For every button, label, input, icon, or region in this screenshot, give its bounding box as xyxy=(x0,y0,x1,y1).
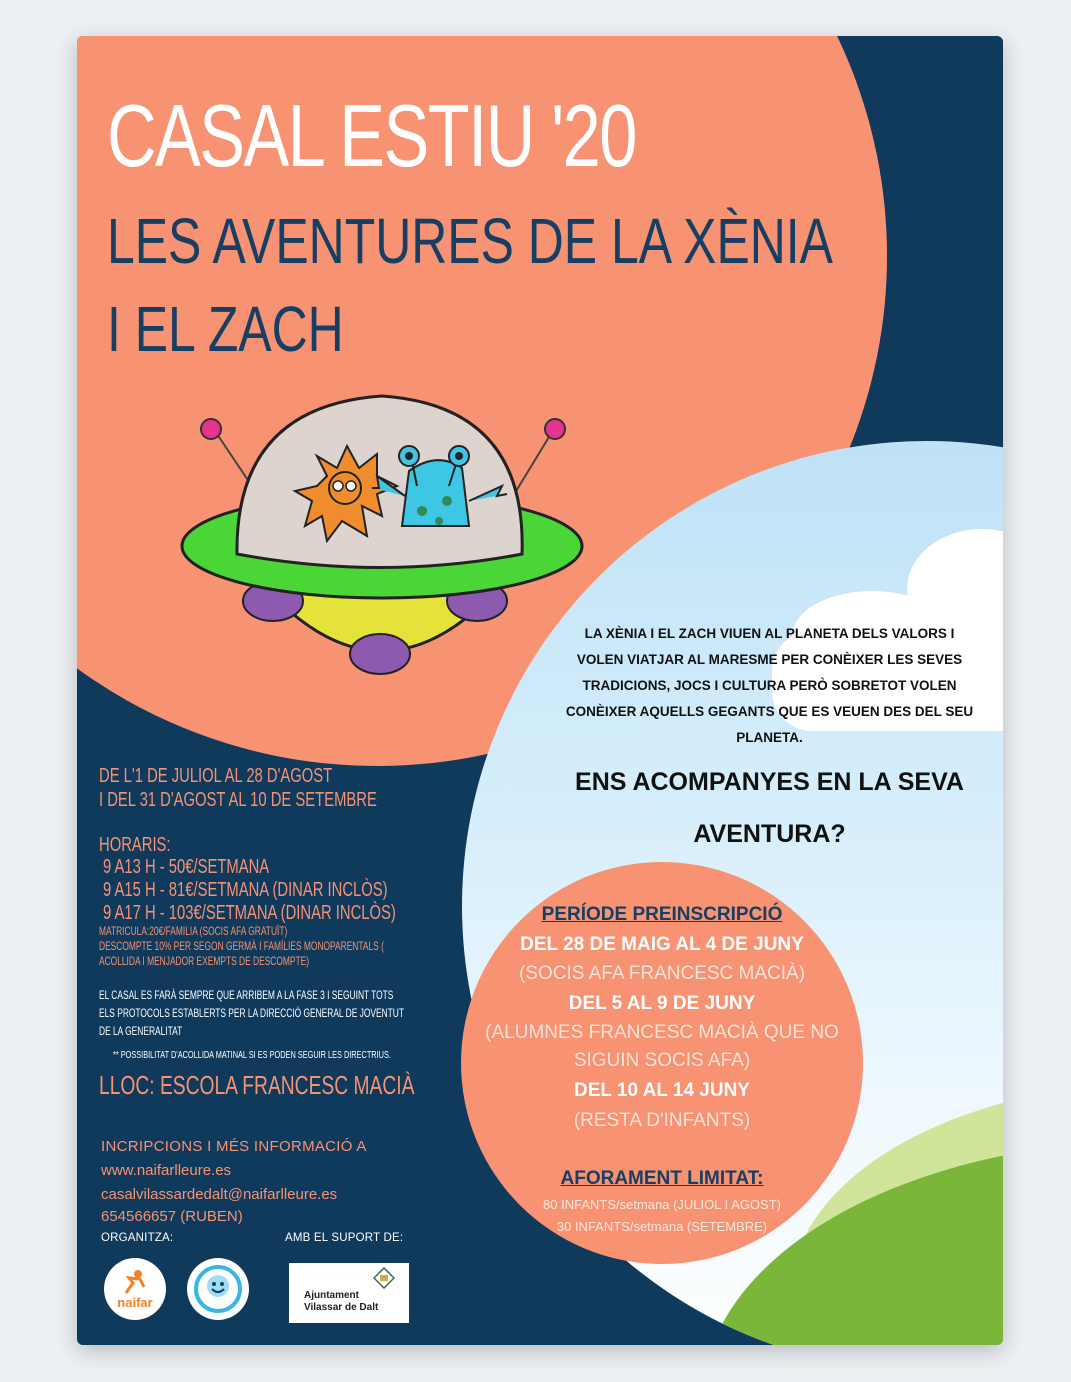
period2-dates: DEL 5 AL 9 DE JUNY xyxy=(568,993,756,1014)
question-line: ENS ACOMPANYES EN LA SEVA xyxy=(575,768,964,796)
conditions-block xyxy=(99,986,404,1040)
story-text xyxy=(547,621,992,751)
notes-block xyxy=(99,924,384,969)
period1-detail: (SOCIS AFA FRANCESC MACIÀ) xyxy=(518,963,806,984)
horari-row: 9 A13 H - 50€/SETMANA xyxy=(103,856,270,878)
note-line: ACOLLIDA I MENJADOR EXEMPTS DE DESCOMPTE) xyxy=(99,954,310,968)
note-line: MATRICULA:20€/FAMILIA (SOCIS AFA GRATUÏT) xyxy=(99,924,288,938)
poster-subtitle-line1: LES AVENTURES DE LA XÈNIA xyxy=(107,205,833,277)
story-line: LA XÈNIA I EL ZACH VIUEN AL PLANETA DELS VALORS I xyxy=(584,626,955,641)
story-line: PLANETA. xyxy=(736,730,803,745)
period2-detail: SIGUIN SOCIS AFA) xyxy=(573,1050,751,1071)
runner-icon xyxy=(120,1269,150,1295)
phone-text: 654566657 (RUBEN) xyxy=(101,1208,243,1225)
condition-line: EL CASAL ES FARÀ SEMPRE QUE ARRIBEM A LA FASE 3 I SEGUINT TOTS xyxy=(99,988,394,1002)
coat-of-arms-icon xyxy=(373,1267,395,1289)
poster-title: CASAL ESTIU '20 xyxy=(107,86,636,185)
website-link[interactable]: www.naifarlleure.es xyxy=(101,1162,232,1179)
aforament-title: AFORAMENT LIMITAT: xyxy=(560,1168,764,1189)
horari-row: 9 A17 H - 103€/SETMANA (DINAR INCLÒS) xyxy=(103,902,396,924)
story-line: TRADICIONS, JOCS I CULTURA PERÒ SOBRETOT VOLEN xyxy=(582,678,957,693)
date-line: I DEL 31 D'AGOST AL 10 DE SETEMBRE xyxy=(99,789,377,811)
story-line: CONÈIXER AQUELLS GEGANTS QUE ES VEUEN DES DEL SEU xyxy=(565,704,974,719)
story-line: VOLEN VIATJAR AL MARESME PER CONÈIXER LES SEVES xyxy=(576,652,963,667)
preinscription-title: PERÍODE PREINSCRIPCIÓ xyxy=(541,904,783,925)
naifar-logo-text: naifar xyxy=(117,1294,153,1310)
horari-row: 9 A15 H - 81€/SETMANA (DINAR INCLÒS) xyxy=(103,879,388,901)
poster xyxy=(77,36,1003,1345)
acollida-note: ** POSSIBILITAT D'ACOLLIDA MATINAL SI ES PODEN SEGUIR LES DIRECTRIUS. xyxy=(113,1049,391,1061)
dates-block xyxy=(99,764,377,812)
horaris-title: HORARIS: xyxy=(99,834,171,856)
ajuntament-logo xyxy=(289,1263,409,1323)
note-line: DESCOMPTE 10% PER SEGON GERMÀ I FAMÍLIES MONOPARENTALS ( xyxy=(99,939,384,953)
organitza-label: ORGANITZA: xyxy=(101,1232,174,1244)
condition-line: ELS PROTOCOLS ESTABLERTS PER LA DIRECCIÓ GENERAL DE JOVENTUT xyxy=(99,1006,404,1020)
date-line: DE L'1 DE JULIOL AL 28 D'AGOST xyxy=(99,765,333,787)
info-title: INCRIPCIONS I MÉS INFORMACIÓ A xyxy=(101,1138,367,1155)
aforament-line: 80 INFANTS/setmana (JULIOL I AGOST) xyxy=(543,1197,781,1212)
period3-detail: (RESTA D'INFANTS) xyxy=(573,1110,751,1131)
period1-dates: DEL 28 DE MAIG AL 4 DE JUNY xyxy=(520,934,804,955)
smiley-icon xyxy=(193,1264,243,1314)
ajuntament-line: Vilassar de Dalt xyxy=(304,1302,379,1313)
naifar-logo xyxy=(104,1258,166,1320)
aforament-line: 30 INFANTS/setmana (SETEMBRE) xyxy=(556,1219,768,1234)
question-line: AVENTURA? xyxy=(693,820,846,848)
period3-dates: DEL 10 AL 14 JUNY xyxy=(573,1080,750,1101)
email-link[interactable]: casalvilassardedalt@naifarlleure.es xyxy=(101,1186,338,1203)
ajuntament-text xyxy=(304,1290,378,1314)
ufo-illustration xyxy=(177,376,587,676)
poster-subtitle-line2: I EL ZACH xyxy=(107,293,344,365)
condition-line: DE LA GENERALITAT xyxy=(99,1024,183,1038)
location-text: LLOC: ESCOLA FRANCESC MACIÀ xyxy=(99,1070,415,1100)
afa-logo xyxy=(187,1258,249,1320)
period2-detail: (ALUMNES FRANCESC MACIÀ QUE NO xyxy=(485,1022,839,1043)
question-text xyxy=(542,756,997,860)
suport-label: AMB EL SUPORT DE: xyxy=(285,1232,404,1244)
ajuntament-line: Ajuntament xyxy=(304,1290,359,1301)
